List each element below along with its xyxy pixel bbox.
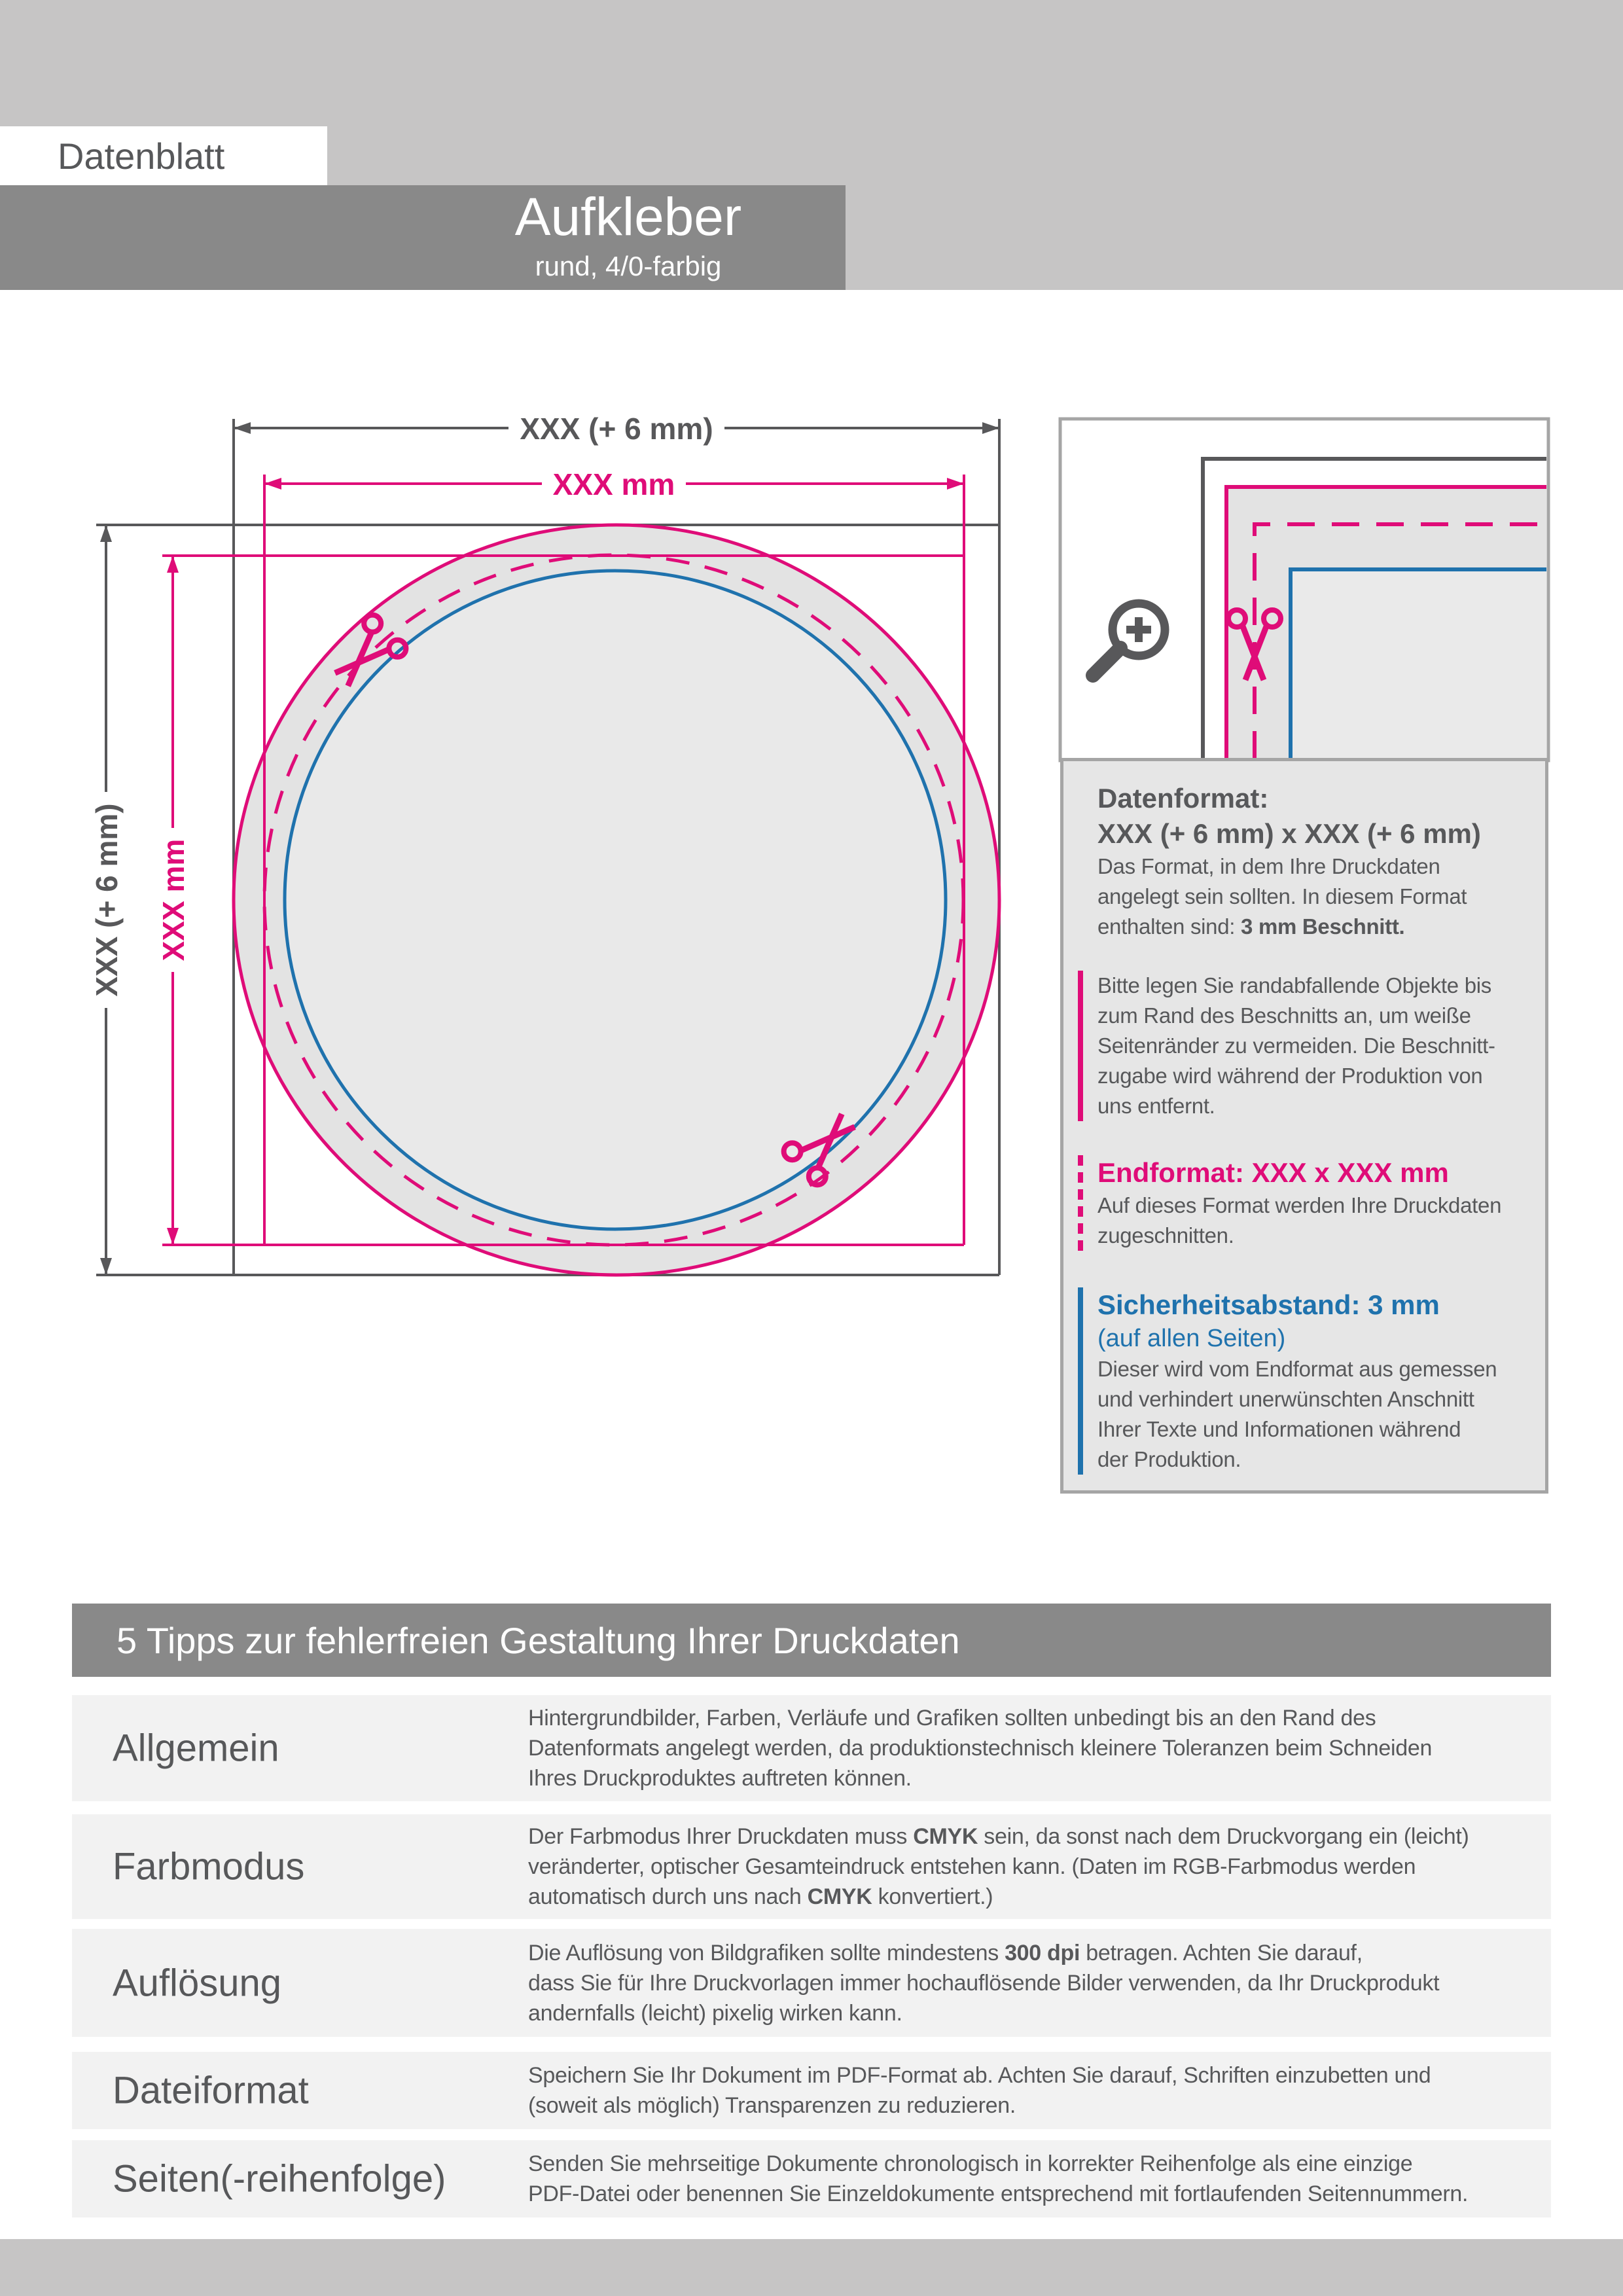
tip-description: Die Auflösung von Bildgrafiken sollte mindestens 300 dpi betragen. Achten Sie darauf, dass Sie für Ihre Druckvorlagen immer hochauflösende Bilder verwenden, da Ihr Druckprodukt andernfalls (leicht) pixelig wirken kann. [528,1940,1440,2026]
tips-title: 5 Tipps zur fehlerfreien Gestaltung Ihrer Druckdaten [116,1619,960,1661]
product-title: Aufkleber [514,187,742,247]
tip-label: Seiten(-reihenfolge) [113,2157,446,2200]
dataformat-description: Das Format, in dem Ihre Druckdaten angelegt sein sollten. In diesem Format enthalten sind: 3 mm Beschnitt. [1097,854,1467,939]
product-subtitle: rund, 4/0-farbig [535,251,722,281]
endformat-note: Endformat: XXX x XXX mm Auf dieses Format werden Ihre Druckdaten zugeschnitten. [1078,1155,1527,1251]
dim-total-height-label: XXX (+ 6 mm) [90,803,124,997]
info-panel [1060,758,1548,1494]
tip-row-aufloesung [72,1929,1551,2037]
tip-description: Der Farbmodus Ihrer Druckdaten muss CMYK sein, da sonst nach dem Druckvorgang ein (leicht) veränderter, optischer Gesamteindruck entstehen kann. (Daten im RGB-Farbmodus werden automatisch durch uns nach CMYK konvertiert.) [528,1824,1469,1909]
tip-row-dateiformat [72,2052,1551,2129]
safety-note: Sicherheitsabstand: 3 mm (auf allen Seiten) Dieser wird vom Endformat aus gemessen und verhindert unerwünschten Anschnitt Ihrer Texte und Informationen während der Produktion. [1078,1287,1527,1475]
dataformat-value: XXX (+ 6 mm) x XXX (+ 6 mm) [1097,818,1481,849]
tip-label: Dateiformat [113,2069,309,2112]
tips-header-bar [72,1604,1551,1677]
dimension-total-height [85,525,127,1275]
tip-label: Farbmodus [113,1845,305,1888]
tip-label: Auflösung [113,1962,281,2004]
tip-description: Hintergrundbilder, Farben, Verläufe und Grafiken sollten unbedingt bis an den Rand des Datenformats angelegt werden, da produktionstechnisch kleinere Toleranzen beim Schneiden Ihres Druckproduktes auftreten können. [528,1706,1433,1791]
footer-bar [0,2239,1623,2296]
dimension-inner-width [264,463,964,505]
dim-inner-width-label: XXX mm [552,467,675,501]
tip-row-seitenreihenfolge [72,2140,1551,2217]
endformat-title: Endformat: XXX x XXX mm [1097,1157,1449,1188]
dimension-total-width [234,407,999,449]
safety-title: Sicherheitsabstand: 3 mm [1097,1289,1440,1320]
tip-label: Allgemein [113,1727,279,1770]
dim-total-width-label: XXX (+ 6 mm) [520,412,713,446]
dataformat-title: Datenformat: [1097,783,1269,814]
tip-row-farbmodus [72,1814,1551,1919]
tip-description: Senden Sie mehrseitige Dokumente chronologisch in korrekter Reihenfolge als eine einzige PDF-Datei oder benennen Sie Einzeldokumente entsprechend mit fortlaufenden Seitennummern. [528,2151,1469,2206]
sheet-label: Datenblatt [58,135,225,177]
tip-description: Speichern Sie Ihr Dokument im PDF-Format ab. Achten Sie darauf, Schriften einzubetten und (soweit als möglich) Transparenzen zu reduzieren. [528,2063,1431,2118]
tip-row-allgemein [72,1695,1551,1801]
dim-inner-height-label: XXX mm [156,838,190,961]
bleed-note: Bitte legen Sie randabfallende Objekte bis zum Rand des Beschnitts an, um weiße Seitenränder zu vermeiden. Die Beschnitt- zugabe wird während der Produktion von uns entfernt. [1078,971,1527,1121]
safety-subtitle: (auf allen Seiten) [1097,1325,1286,1352]
dimension-inner-height [152,556,194,1245]
